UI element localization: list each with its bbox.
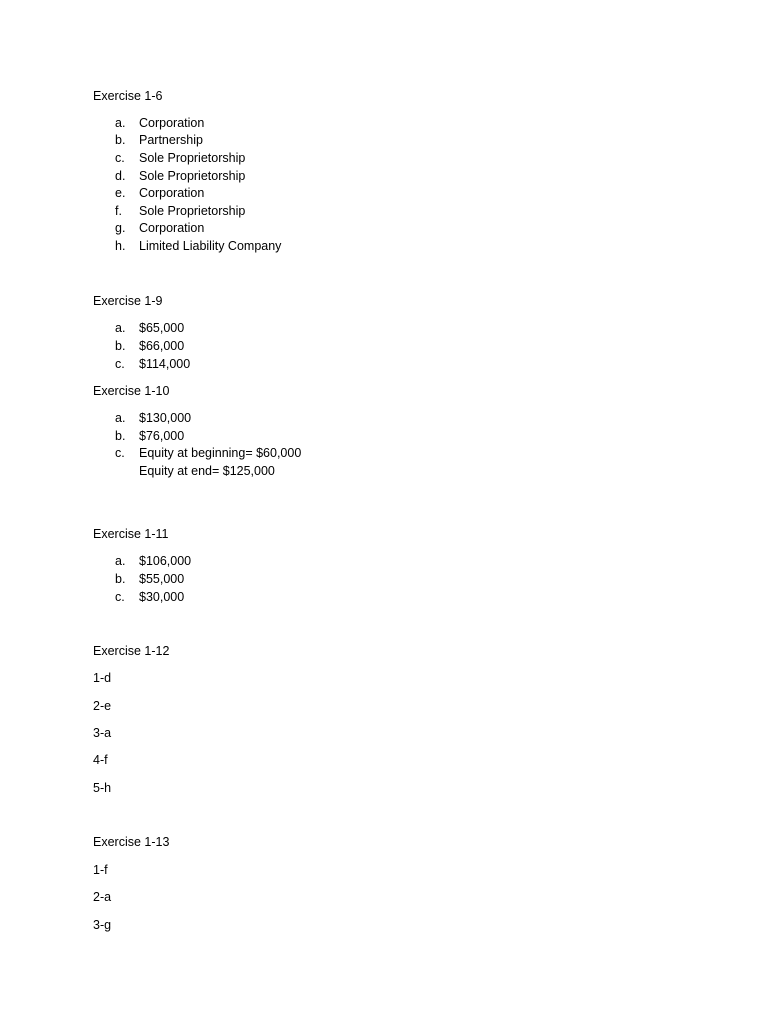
section-heading: Exercise 1-10	[93, 384, 170, 398]
section-heading: Exercise 1-6	[93, 89, 163, 103]
list-item: Corporation	[139, 186, 205, 200]
list-item: Equity at beginning= $60,000	[139, 446, 302, 460]
list-marker: a.	[115, 411, 126, 425]
list-marker: c.	[115, 590, 125, 604]
list-item: $65,000	[139, 321, 185, 335]
list-item: Sole Proprietorship	[139, 169, 246, 183]
list-marker: b.	[115, 133, 126, 147]
answer-line: 2-e	[93, 699, 112, 713]
list-marker: e.	[115, 186, 126, 200]
answer-line: 4-f	[93, 753, 108, 767]
section-heading: Exercise 1-11	[93, 527, 169, 541]
list-item-continuation: Equity at end= $125,000	[139, 464, 275, 478]
answer-line: 5-h	[93, 781, 112, 795]
list-item: $30,000	[139, 590, 185, 604]
list-item: Partnership	[139, 133, 203, 147]
answer-line: 1-f	[93, 863, 108, 877]
list-marker: g.	[115, 221, 126, 235]
section-heading: Exercise 1-12	[93, 644, 170, 658]
list-marker: h.	[115, 239, 126, 253]
answer-line: 3-a	[93, 726, 112, 740]
list-marker: c.	[115, 446, 125, 460]
answer-line: 2-a	[93, 890, 112, 904]
list-marker: b.	[115, 429, 126, 443]
answer-line: 1-d	[93, 671, 112, 685]
section-heading: Exercise 1-9	[93, 294, 163, 308]
list-item: $66,000	[139, 339, 185, 353]
answer-line: 3-g	[93, 918, 112, 932]
list-item: Sole Proprietorship	[139, 151, 246, 165]
list-marker: b.	[115, 339, 126, 353]
list-item: Corporation	[139, 116, 205, 130]
list-marker: a.	[115, 321, 126, 335]
list-marker: d.	[115, 169, 126, 183]
list-item: $76,000	[139, 429, 185, 443]
list-item: $55,000	[139, 572, 185, 586]
list-item: $114,000	[139, 357, 191, 371]
list-item: Sole Proprietorship	[139, 204, 246, 218]
list-marker: b.	[115, 572, 126, 586]
list-marker: f.	[115, 204, 122, 218]
list-marker: a.	[115, 554, 126, 568]
list-item: Limited Liability Company	[139, 239, 282, 253]
list-marker: c.	[115, 357, 125, 371]
list-item: $130,000	[139, 411, 192, 425]
list-marker: a.	[115, 116, 126, 130]
list-item: $106,000	[139, 554, 192, 568]
list-item: Corporation	[139, 221, 205, 235]
section-heading: Exercise 1-13	[93, 835, 170, 849]
list-marker: c.	[115, 151, 125, 165]
